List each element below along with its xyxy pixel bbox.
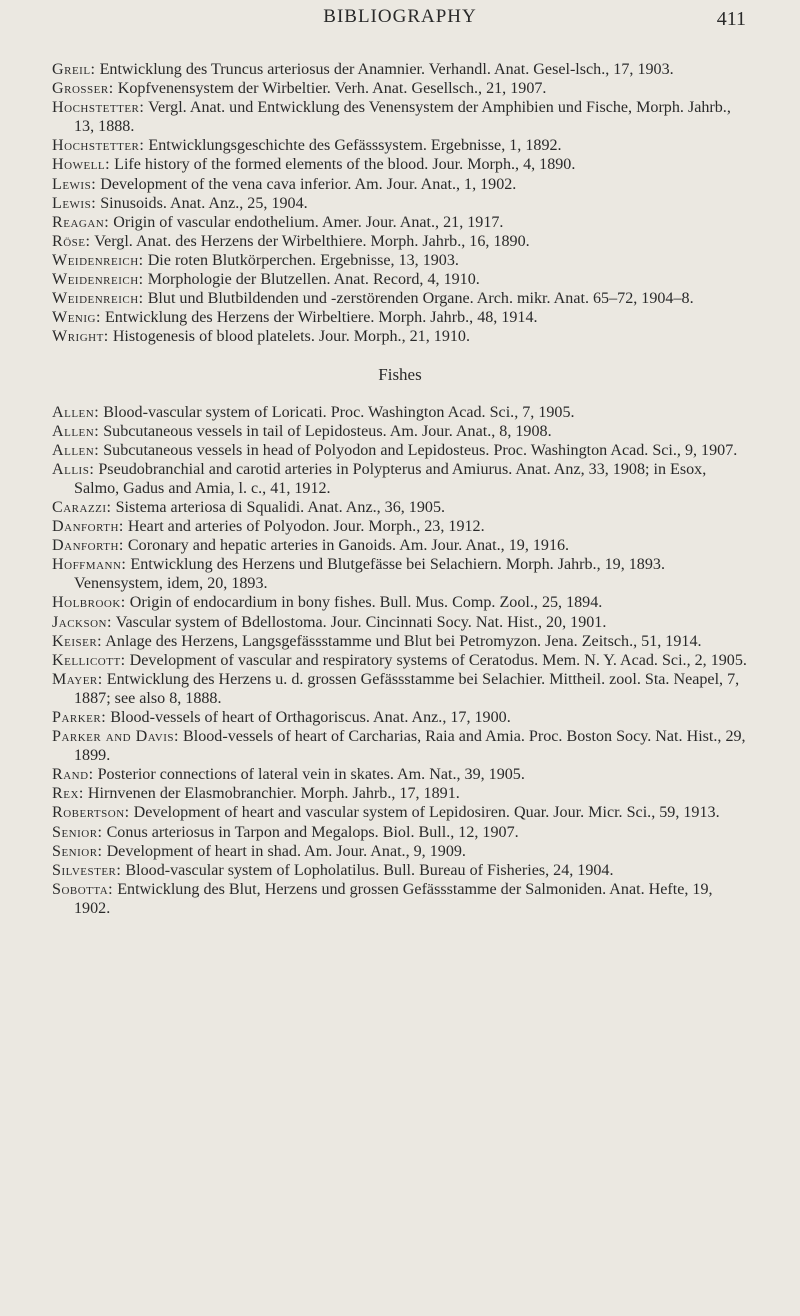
entry-text: Heart and arteries of Polyodon. Jour. Morph., 23, 1912. (127, 518, 485, 536)
running-head (0, 6, 800, 36)
bibliography-entry (52, 232, 748, 251)
bibliography-entry (52, 270, 748, 289)
bibliography-entry (52, 651, 748, 670)
running-title: BIBLIOGRAPHY (323, 6, 477, 27)
entry-text: Vascular system of Bdellostoma. Jour. Cincinnati Socy. Nat. Hist., 20, 1901. (115, 613, 607, 631)
entry-text: Die roten Blutkörperchen. Ergebnisse, 13, 1903. (147, 251, 459, 269)
entry-author: Kellicott: (52, 651, 126, 669)
bibliography-entry (52, 613, 748, 632)
entry-author: Parker and Davis: (52, 728, 179, 746)
entry-author: Danforth: (52, 518, 124, 536)
bibliography-entry (52, 327, 748, 346)
entry-text: Subcutaneous vessels in head of Polyodon and Lepidosteus. Proc. Washington Acad. Sci., 9, 1907. (103, 441, 738, 459)
entry-author: Röse: (52, 232, 91, 250)
entry-text: Entwicklung des Blut, Herzens und grossen Gefässstamme der Salmoniden. Anat. Hefte, 19, 1902. (74, 880, 713, 917)
bibliography-entry (52, 60, 748, 79)
entry-author: Allen: (52, 441, 100, 459)
entry-text: Entwicklung des Herzens und Blutgefässe bei Selachiern. Morph. Jahrb., 19, 1893. Venensystem, idem, 20, 1893. (74, 556, 665, 593)
entry-author: Weidenreich: (52, 271, 144, 289)
entry-text: Origin of vascular endothelium. Amer. Jour. Anat., 21, 1917. (113, 213, 504, 231)
entry-author: Rand: (52, 766, 94, 784)
entry-author: Grosser: (52, 80, 114, 98)
entry-text: Life history of the formed elements of the blood. Jour. Morph., 4, 1890. (114, 156, 576, 174)
entry-text: Morphologie der Blutzellen. Anat. Record, 4, 1910. (147, 271, 480, 289)
bibliography-content (52, 60, 748, 918)
entry-text: Blood-vessels of heart of Carcharias, Raia and Amia. Proc. Boston Socy. Nat. Hist., 29, 1899. (74, 728, 746, 765)
entry-text: Hirnvenen der Elasmobranchier. Morph. Jahrb., 17, 1891. (87, 785, 460, 803)
entry-author: Greil: (52, 61, 96, 78)
entry-author: Allis: (52, 460, 95, 478)
entry-text: Blood-vessels of heart of Orthagoriscus. Anat. Anz., 17, 1900. (110, 709, 511, 726)
bibliography-entry (52, 708, 748, 727)
entry-text: Sinusoids. Anat. Anz., 25, 1904. (100, 194, 308, 212)
bibliography-entry (52, 517, 748, 536)
entry-text: Development of heart in shad. Am. Jour. Anat., 9, 1909. (106, 842, 466, 860)
entry-text: Vergl. Anat. und Entwicklung des Venensystem der Amphibien und Fische, Morph. Jahrb., 13, 1888. (74, 99, 731, 136)
entry-author: Holbrook: (52, 594, 126, 612)
entry-author: Hochstetter: (52, 137, 145, 155)
entry-text: Subcutaneous vessels in tail of Lepidosteus. Am. Jour. Anat., 8, 1908. (103, 422, 552, 440)
entry-text: Origin of endocardium in bony fishes. Bull. Mus. Comp. Zool., 25, 1894. (129, 594, 603, 612)
bibliography-entry (52, 213, 748, 232)
bibliography-entry (52, 308, 748, 327)
entry-text: Blood-vascular system of Lopholatilus. Bull. Bureau of Fisheries, 24, 1904. (125, 861, 614, 879)
bibliography-entry (52, 460, 748, 498)
bibliography-entry (52, 251, 748, 270)
entry-text: Coronary and hepatic arteries in Ganoids. Am. Jour. Anat., 19, 1916. (127, 537, 570, 555)
bibliography-entry (52, 136, 748, 155)
entry-author: Hochstetter: (52, 99, 145, 117)
entry-author: Wenig: (52, 309, 101, 327)
entry-author: Wright: (52, 328, 109, 346)
entry-author: Mayer: (52, 670, 103, 688)
bibliography-entry (52, 842, 748, 861)
bibliography-entry (52, 861, 748, 880)
bibliography-entry (52, 670, 748, 708)
entry-author: Danforth: (52, 537, 124, 555)
entry-text: Histogenesis of blood platelets. Jour. Morph., 21, 1910. (112, 328, 470, 346)
entry-author: Sobotta: (52, 880, 114, 898)
bibliography-entry (52, 880, 748, 918)
entry-text: Posterior connections of lateral vein in skates. Am. Nat., 39, 1905. (97, 766, 525, 784)
entry-author: Lewis: (52, 175, 97, 193)
entry-text: Anlage des Herzens, Langsgefässstamme und Blut bei Petromyzon. Jena. Zeitsch., 51, 1914. (105, 632, 702, 650)
entry-text: Development of the vena cava inferior. Am. Jour. Anat., 1, 1902. (100, 175, 517, 193)
bibliography-entry (52, 727, 748, 765)
bibliography-entry (52, 593, 748, 612)
entry-text: Blood-vascular system of Loricati. Proc. Washington Acad. Sci., 7, 1905. (103, 403, 575, 421)
entry-text: Entwicklung des Truncus arteriosus der Anamnier. Verhandl. Anat. Gesel-lsch., 17, 1903. (99, 61, 674, 78)
entry-author: Jackson: (52, 613, 112, 631)
entry-text: Kopfvenensystem der Wirbeltier. Verh. Anat. Gesellsch., 21, 1907. (117, 80, 547, 98)
entry-text: Vergl. Anat. des Herzens der Wirbelthiere. Morph. Jahrb., 16, 1890. (94, 232, 530, 250)
bibliography-entry (52, 823, 748, 842)
bibliography-entry (52, 403, 748, 422)
entry-author: Rex: (52, 785, 84, 803)
entry-text: Development of heart and vascular system of Lepidosiren. Quar. Jour. Micr. Sci., 59, 1913. (133, 804, 720, 822)
entry-author: Allen: (52, 403, 100, 421)
bibliography-entry (52, 79, 748, 98)
entry-author: Howell: (52, 156, 111, 174)
bibliography-entry (52, 422, 748, 441)
entry-text: Entwicklung des Herzens der Wirbeltiere. Morph. Jahrb., 48, 1914. (104, 309, 538, 327)
bibliography-entry (52, 632, 748, 651)
bibliography-entry (52, 498, 748, 517)
bibliography-entry (52, 155, 748, 174)
entry-author: Senior: (52, 842, 103, 860)
entry-author: Reagan: (52, 213, 110, 231)
bibliography-entry (52, 194, 748, 213)
entry-author: Senior: (52, 823, 103, 841)
bibliography-entry (52, 555, 748, 593)
bibliography-entry (52, 98, 748, 136)
entry-author: Weidenreich: (52, 251, 144, 269)
entry-text: Blut und Blutbildenden und -zerstörenden Organe. Arch. mikr. Anat. 65–72, 1904–8. (147, 290, 694, 308)
bibliography-entry (52, 765, 748, 784)
bibliography-entry (52, 441, 748, 460)
entry-author: Keiser: (52, 632, 103, 650)
entry-author: Weidenreich: (52, 290, 144, 308)
entry-author: Robertson: (52, 804, 130, 822)
entry-author: Carazzi: (52, 498, 112, 516)
bibliography-entry (52, 536, 748, 555)
entry-author: Hoffmann: (52, 556, 127, 574)
entry-text: Entwicklung des Herzens u. d. grossen Gefässstamme bei Selachier. Mittheil. zool. Sta. Neapel, 7, 1887; see also 8, 1888. (74, 670, 740, 707)
bibliography-entry (52, 784, 748, 803)
bibliography-entry (52, 175, 748, 194)
section-heading: Fishes (378, 365, 422, 385)
entry-text: Conus arteriosus in Tarpon and Megalops. Biol. Bull., 12, 1907. (106, 823, 519, 841)
entry-author: Allen: (52, 422, 100, 440)
bibliography-entry (52, 803, 748, 822)
entry-text: Sistema arteriosa di Squalidi. Anat. Anz., 36, 1905. (115, 498, 446, 516)
entry-author: Lewis: (52, 194, 97, 212)
entry-text: Entwicklungsgeschichte des Gefässsystem. Ergebnisse, 1, 1892. (148, 137, 562, 155)
page-number: 411 (716, 8, 746, 30)
entry-text: Development of vascular and respiratory systems of Ceratodus. Mem. N. Y. Acad. Sci., 2, 1905. (129, 651, 747, 669)
entry-text: Pseudobranchial and carotid arteries in Polypterus and Amiurus. Anat. Anz, 33, 1908; in Esox, Salmo, Gadus and Amia, l. c., 41, 1912. (74, 460, 707, 497)
entry-author: Silvester: (52, 861, 122, 879)
bibliography-entry (52, 289, 748, 308)
entry-author: Parker: (52, 709, 107, 726)
